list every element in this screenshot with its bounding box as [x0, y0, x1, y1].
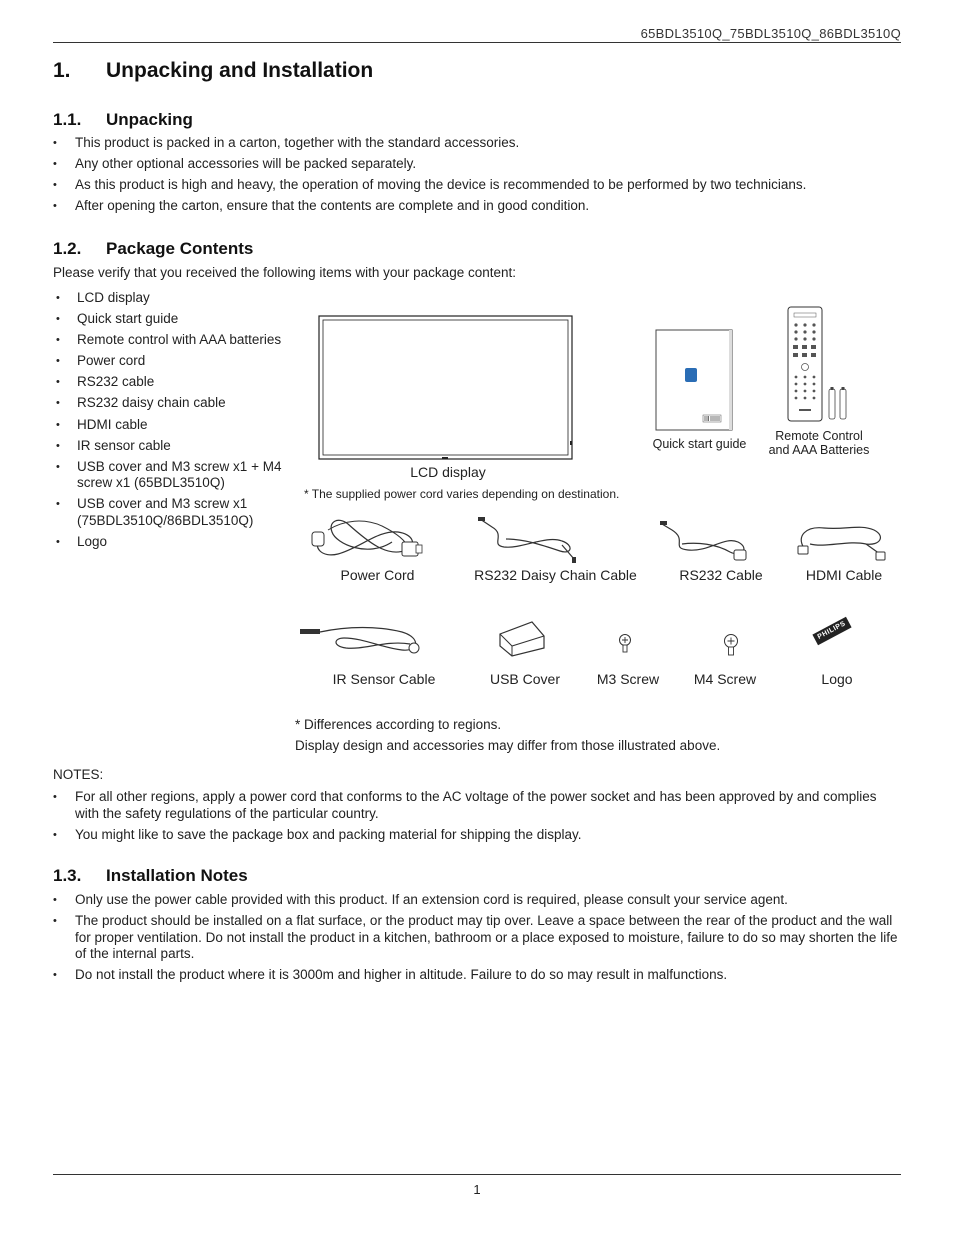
- remote-caption-line-1: Remote Control: [775, 429, 863, 443]
- design-disclaimer: Display design and accessories may differ from those illustrated above.: [295, 738, 721, 753]
- section-1-1-heading: [53, 110, 193, 130]
- list-item: • Power cord: [53, 353, 298, 370]
- header-model-number: 65BDL3510Q_75BDL3510Q_86BDL3510Q: [640, 26, 901, 41]
- section-1-1-number: 1.1.: [53, 110, 82, 129]
- power-cord-illustration: [308, 512, 426, 564]
- list-item: • Remote control with AAA batteries: [53, 332, 298, 349]
- section-1-3-heading: [53, 866, 248, 886]
- list-item: • Only use the power cable provided with this product. If an extension cord is required, please consult your service agent.: [53, 892, 903, 909]
- usb-cover-illustration: [496, 618, 548, 658]
- list-item: • You might like to save the package box and packing material for shipping the display.: [53, 827, 903, 844]
- philips-logo-illustration: PHILIPS: [812, 617, 851, 645]
- hdmi-cable-caption: HDMI Cable: [805, 567, 883, 583]
- list-item: • IR sensor cable: [53, 438, 298, 455]
- logo-caption: Logo: [821, 671, 853, 687]
- list-item: • RS232 daisy chain cable: [53, 395, 298, 412]
- hdmi-cable-illustration: [796, 518, 888, 562]
- remote-caption-line-2: and AAA Batteries: [768, 443, 870, 457]
- section-1-3-number: 1.3.: [53, 866, 82, 885]
- ir-sensor-cable-illustration: [298, 618, 428, 660]
- section-1-title: Unpacking and Installation: [106, 59, 374, 82]
- notes-bullets: [53, 789, 903, 848]
- rs232-cable-illustration: [658, 518, 754, 564]
- package-items-list: [53, 290, 298, 555]
- power-cord-caption: Power Cord: [340, 567, 415, 583]
- list-item: • Do not install the product where it is 3000m and higher in altitude. Failure to do so may result in malfunctions.: [53, 967, 903, 984]
- remote-control-caption: [755, 429, 883, 457]
- rs232-daisy-chain-cable-illustration: [476, 515, 582, 565]
- package-intro: Please verify that you received the following items with your package content:: [53, 265, 516, 280]
- m3-screw-illustration: [617, 634, 635, 654]
- m4-screw-caption: M4 Screw: [693, 671, 757, 687]
- power-cord-note: * The supplied power cord varies depending on destination.: [304, 487, 620, 501]
- lcd-display-caption: LCD display: [410, 464, 486, 480]
- list-item: • Quick start guide: [53, 311, 298, 328]
- quick-start-guide-illustration: [655, 329, 733, 431]
- section-1-2-heading: [53, 239, 253, 259]
- list-item: • RS232 cable: [53, 374, 298, 391]
- section-1-heading: [53, 59, 373, 83]
- installation-notes-bullets: [53, 892, 903, 988]
- list-item: • As this product is high and heavy, the operation of moving the device is recommended to be performed by two technicians.: [53, 177, 903, 194]
- list-item: • This product is packed in a carton, together with the standard accessories.: [53, 135, 903, 152]
- lcd-display-illustration: [318, 315, 574, 461]
- list-item: • After opening the carton, ensure that the contents are complete and in good condition.: [53, 198, 903, 215]
- header-rule: [53, 42, 901, 43]
- rs232-daisy-chain-caption: RS232 Daisy Chain Cable: [474, 567, 637, 583]
- ir-sensor-cable-caption: IR Sensor Cable: [332, 671, 436, 687]
- section-1-1-title: Unpacking: [106, 110, 193, 129]
- m4-screw-illustration: [722, 634, 740, 656]
- quick-start-guide-caption: Quick start guide: [652, 437, 747, 451]
- footer-rule: [53, 1174, 901, 1175]
- section-1-number: 1.: [53, 59, 71, 82]
- list-item: • HDMI cable: [53, 417, 298, 434]
- notes-label: NOTES:: [53, 767, 104, 782]
- list-item: • For all other regions, apply a power cord that conforms to the AC voltage of the power socket and has been approved by and complies with the safety regulations of the particular country.: [53, 789, 903, 822]
- section-1-2-title: Package Contents: [106, 239, 254, 258]
- differences-note: * Differences according to regions.: [295, 717, 502, 732]
- list-item: • LCD display: [53, 290, 298, 307]
- section-1-2-number: 1.2.: [53, 239, 82, 258]
- remote-control-illustration: [786, 305, 854, 423]
- rs232-cable-caption: RS232 Cable: [679, 567, 763, 583]
- usb-cover-caption: USB Cover: [489, 671, 561, 687]
- section-1-3-title: Installation Notes: [106, 866, 248, 885]
- list-item: • Logo: [53, 534, 298, 551]
- page-number: 1: [473, 1182, 481, 1197]
- list-item: • Any other optional accessories will be packed separately.: [53, 156, 903, 173]
- unpacking-bullets: [53, 135, 903, 219]
- list-item: • The product should be installed on a flat surface, or the product may tip over. Leave a space between the rear of the product and the wall for proper ventilation. Do not install the product in a kitchen, bathroom or a place exposed to moisture, failure to do so may shorten the life of the internal parts.: [53, 913, 903, 963]
- list-item: • USB cover and M3 screw x1 (75BDL3510Q/86BDL3510Q): [53, 496, 298, 529]
- list-item: • USB cover and M3 screw x1 + M4 screw x1 (65BDL3510Q): [53, 459, 298, 492]
- m3-screw-caption: M3 Screw: [596, 671, 660, 687]
